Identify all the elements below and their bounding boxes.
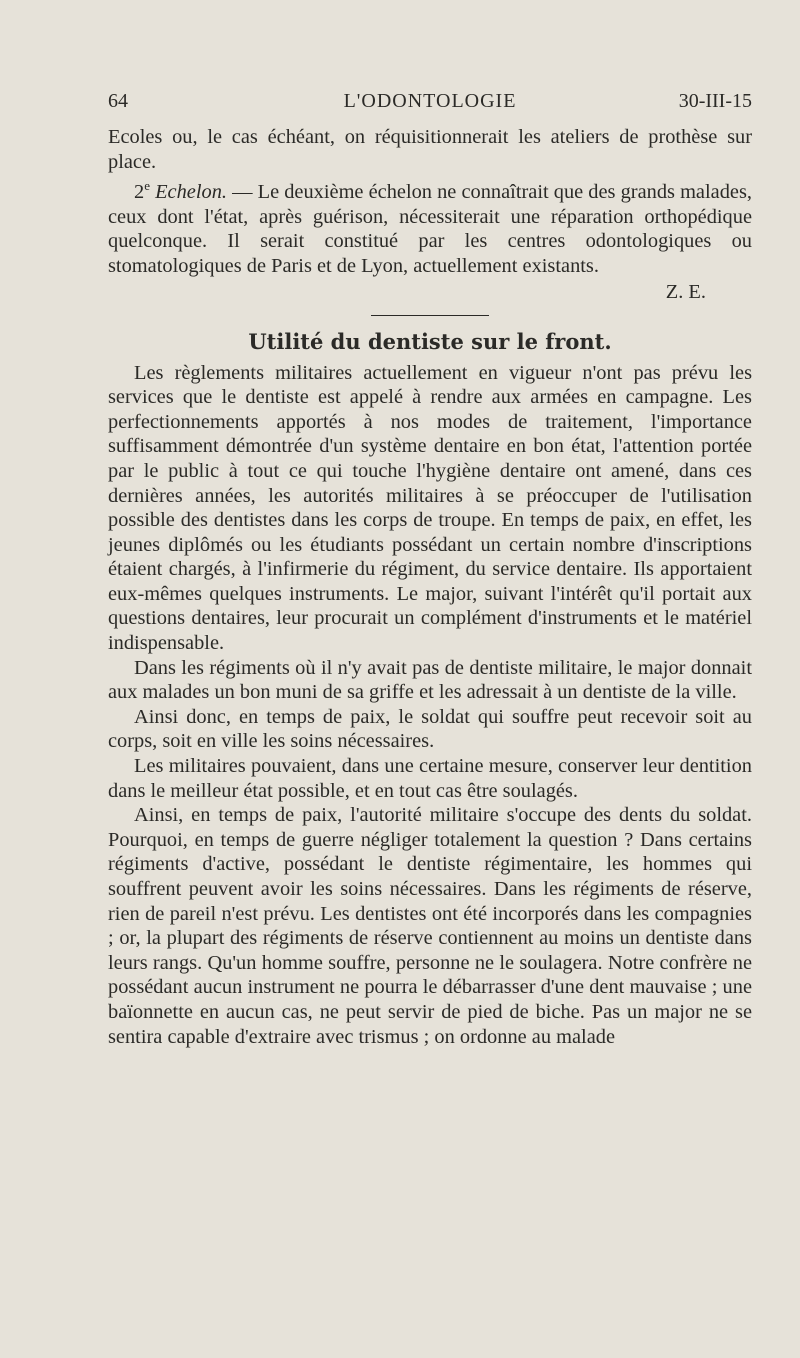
- intro-paragraph-2-text: — Le deuxième échelon ne connaîtrait que des grands malades, ceux dont l'état, après guérison, nécessiterait une réparation orthopédique quelconque. Il serait constitué par les centres odontologiques ou stomatologiques de Paris et de Lyon, actuellement existants.: [108, 180, 752, 277]
- intro-paragraph-1: Ecoles ou, le cas échéant, on réquisitionnerait les ateliers de prothèse sur place.: [108, 126, 752, 173]
- article-paragraph: Dans les régiments où il n'y avait pas de dentiste militaire, le major donnait aux malades un bon muni de sa griffe et les adressait à un dentiste de la ville.: [108, 656, 752, 704]
- article-paragraph: Ainsi, en temps de paix, l'autorité militaire s'occupe des dents du soldat. Pourquoi, en temps de guerre négliger totalement la question ? Dans certains régiments d'active, possédant le dentiste régimentaire, les hommes qui souffrent peuvent avoir les soins nécessaires. Dans les régiments de réserve, rien de pareil n'est prévu. Les dentistes ont été incorporés dans les compagnies ; or, la plupart des régiments de réserve contiennent au moins un dentiste dans leurs rangs. Qu'un homme souffre, personne ne le soulagera. Notre confrère ne possédant aucun instrument ne pourra le débarrasser d'une dent mauvaise ; une baïonnette en aucun cas, ne peut servir de pied de biche. Pas un major ne se sentira capable d'extraire avec trismus ; on ordonne au malade: [108, 804, 752, 1048]
- echelon-number: 2e: [134, 178, 150, 203]
- page-body: [108, 125, 752, 1049]
- intro-paragraph-2: [108, 174, 752, 278]
- journal-title: L'ODONTOLOGIE: [343, 90, 517, 112]
- article-paragraph: Les militaires pouvaient, dans une certaine mesure, conserver leur dentition dans le meilleur état possible, et en tout cas être soulagés.: [108, 755, 752, 802]
- signature: Z. E.: [665, 281, 706, 304]
- page-number: 64: [108, 90, 128, 112]
- running-header: [108, 86, 752, 116]
- article-paragraph: Ainsi donc, en temps de paix, le soldat qui souffre peut recevoir soit au corps, soit en ville les soins nécessaires.: [108, 705, 752, 753]
- issue-date: 30-III-15: [678, 90, 752, 112]
- section-divider: [371, 315, 489, 316]
- echelon-label: Echelon.: [155, 180, 227, 203]
- article-title: Utilité du dentiste sur le front.: [248, 328, 612, 354]
- article-paragraph: Les règlements militaires actuellement en vigueur n'ont pas prévu les services que le dentiste est appelé à rendre aux armées en campagne. Les perfectionnements apportés à nos modes de traitement, l'importance suffisamment démontrée d'un système dentaire en bon état, l'attention portée par le public à tout ce qui touche l'hygiène dentaire ont amené, dans ces dernières années, les autorités militaires à se préoccuper de l'utilisation possible des dentistes dans les corps de troupe. En temps de paix, en effet, les jeunes diplômés ou les étudiants possédant un certain nombre d'inscriptions étaient chargés, à l'infirmerie du régiment, du service dentaire. Ils apportaient eux-mêmes quelques instruments. Le major, suivant l'intérêt qu'il portait aux questions dentaires, leur procurait un complément d'instruments et le matériel indispensable.: [108, 361, 752, 655]
